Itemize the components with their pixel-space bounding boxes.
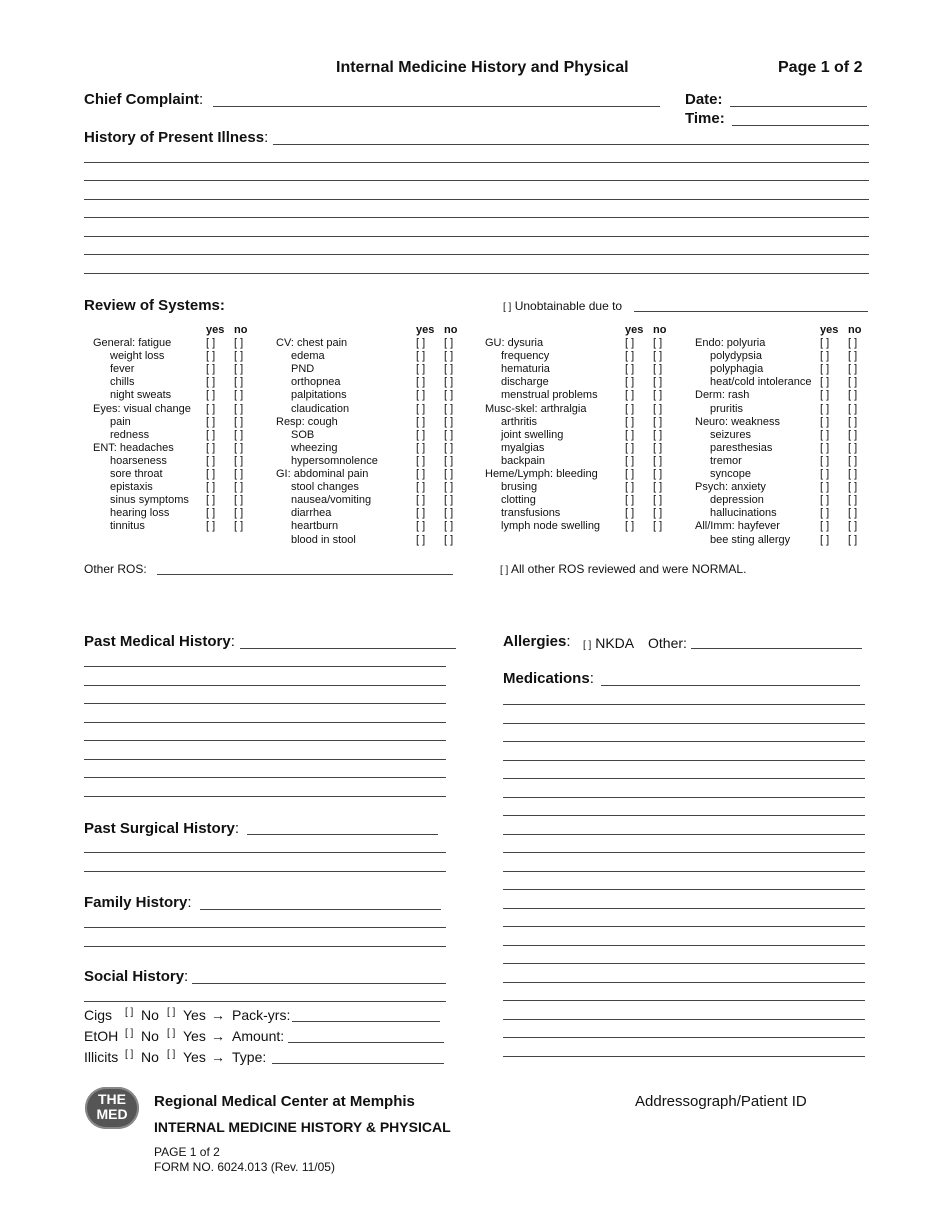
medication-line[interactable] xyxy=(503,741,865,742)
ros-item-label: lymph node swelling xyxy=(501,520,601,533)
ros-yes-header: yes xyxy=(416,324,435,336)
sh-line[interactable] xyxy=(84,1001,446,1002)
ros-item-label: Neuro: weakness xyxy=(695,415,780,428)
ros-no-checkbox[interactable]: [ ] xyxy=(234,389,244,402)
ros-item-label: Endo: polyuria xyxy=(695,337,766,349)
etoh-detail-label: Amount: xyxy=(232,1028,285,1044)
ros-yes-checkbox[interactable]: [ ] xyxy=(625,389,635,402)
ros-yes-checkbox[interactable]: [ ] xyxy=(416,441,426,454)
ros-yes-checkbox[interactable]: [ ] xyxy=(206,494,216,507)
etoh-detail-field[interactable] xyxy=(288,1042,444,1043)
ros-no-checkbox[interactable]: [ ] xyxy=(848,428,858,441)
ros-item-label: hypersomnolence xyxy=(291,454,378,467)
ros-no-checkbox[interactable]: [ ] xyxy=(848,363,858,376)
hpi-label: History of Present Illness: xyxy=(84,129,269,146)
medication-line[interactable] xyxy=(503,1056,865,1057)
ros-item-label: menstrual problems xyxy=(501,389,598,402)
ros-no-checkbox[interactable]: [ ] xyxy=(444,507,454,520)
ros-yes-checkbox[interactable]: [ ] xyxy=(820,507,830,520)
ros-no-checkbox[interactable]: [ ] xyxy=(848,454,858,467)
medication-line[interactable] xyxy=(503,1000,865,1001)
medication-line[interactable] xyxy=(503,963,865,964)
nkda-option: [ ] NKDA xyxy=(583,635,635,651)
ros-no-checkbox[interactable]: [ ] xyxy=(653,363,663,376)
ros-no-checkbox[interactable]: [ ] xyxy=(444,441,454,454)
ros-item-label: General: fatigue xyxy=(93,337,172,349)
ros-item-label: GI: abdominal pain xyxy=(276,468,369,480)
ros-yes-checkbox[interactable]: [ ] xyxy=(416,481,426,494)
ros-item-label: tinnitus xyxy=(110,520,145,533)
medication-line[interactable] xyxy=(503,852,865,853)
ros-item-label: frequency xyxy=(501,350,550,363)
ros-item-label: heartburn xyxy=(291,520,339,533)
cigs-no-checkbox[interactable]: [ ] xyxy=(125,1007,134,1018)
ros-yes-checkbox[interactable]: [ ] xyxy=(206,376,216,389)
chief-complaint-label: Chief Complaint: xyxy=(84,91,204,108)
ros-item-label: ENT: headaches xyxy=(93,441,174,454)
ros-no-checkbox[interactable]: [ ] xyxy=(444,363,454,376)
ros-item-label: depression xyxy=(710,494,764,507)
ros-item-label: weight loss xyxy=(110,350,165,363)
arrow-icon: → xyxy=(211,1028,225,1044)
cigs-no-label: No xyxy=(141,1007,159,1023)
psh-label: Past Surgical History: xyxy=(84,820,240,837)
fh-line[interactable] xyxy=(84,946,446,947)
ros-no-header: no xyxy=(848,324,862,336)
chief-complaint-field[interactable] xyxy=(213,106,660,107)
hpi-line[interactable] xyxy=(84,162,869,163)
medication-line[interactable] xyxy=(503,797,865,798)
ros-yes-checkbox[interactable]: [ ] xyxy=(820,376,830,389)
ros-yes-checkbox[interactable]: [ ] xyxy=(416,468,426,480)
ros-item-label: hematuria xyxy=(501,363,550,376)
medication-line[interactable] xyxy=(503,704,865,705)
unobtainable-reason-field[interactable] xyxy=(634,311,868,312)
ros-no-checkbox[interactable]: [ ] xyxy=(653,389,663,402)
ros-item-label: joint swelling xyxy=(501,428,564,441)
ros-item-label: seizures xyxy=(710,428,751,441)
ros-yes-checkbox[interactable]: [ ] xyxy=(416,494,426,507)
ros-no-checkbox[interactable]: [ ] xyxy=(653,481,663,494)
ros-yes-checkbox[interactable]: [ ] xyxy=(625,494,635,507)
ros-item-label: hearing loss xyxy=(110,507,170,520)
ros-no-checkbox[interactable]: [ ] xyxy=(848,533,858,546)
ros-item-label: night sweats xyxy=(110,389,172,402)
ros-item-label: backpain xyxy=(501,454,546,467)
form-title: Internal Medicine History and Physical xyxy=(336,59,629,76)
ros-yes-checkbox[interactable]: [ ] xyxy=(206,389,216,402)
ros-item-label: epistaxis xyxy=(110,481,153,494)
all-other-ros-checkbox[interactable]: [ ] xyxy=(500,565,509,576)
ros-unobtainable: [ ] Unobtainable due to xyxy=(503,299,623,313)
ros-no-checkbox[interactable]: [ ] xyxy=(444,428,454,441)
ros-yes-checkbox[interactable]: [ ] xyxy=(206,454,216,467)
hpi-line[interactable] xyxy=(84,180,869,181)
medications-label: Medications: xyxy=(503,670,594,687)
ros-no-checkbox[interactable]: [ ] xyxy=(234,454,244,467)
pmh-label: Past Medical History: xyxy=(84,633,235,650)
ros-item-label: wheezing xyxy=(291,441,338,454)
ros-item-label: PND xyxy=(291,363,315,376)
ros-yes-header: yes xyxy=(820,324,839,336)
ros-yes-checkbox[interactable]: [ ] xyxy=(625,402,635,415)
ros-no-checkbox[interactable]: [ ] xyxy=(234,441,244,454)
medication-line[interactable] xyxy=(503,982,865,983)
medication-line[interactable] xyxy=(503,889,865,890)
ros-item-label: syncope xyxy=(710,468,751,480)
ros-no-checkbox[interactable]: [ ] xyxy=(234,402,244,415)
pmh-line[interactable] xyxy=(84,777,446,778)
footer-form-title: INTERNAL MEDICINE HISTORY & PHYSICAL xyxy=(154,1119,451,1135)
ros-no-checkbox[interactable]: [ ] xyxy=(653,520,663,533)
ros-item-label: polydypsia xyxy=(710,350,762,363)
ros-item-label: hallucinations xyxy=(710,507,777,520)
ros-yes-checkbox[interactable]: [ ] xyxy=(820,533,830,546)
ros-yes-checkbox[interactable]: [ ] xyxy=(820,402,830,415)
ros-no-checkbox[interactable]: [ ] xyxy=(444,389,454,402)
ros-no-checkbox[interactable]: [ ] xyxy=(653,376,663,389)
ros-yes-checkbox[interactable]: [ ] xyxy=(820,520,830,533)
ros-yes-checkbox[interactable]: [ ] xyxy=(625,441,635,454)
ros-no-checkbox[interactable]: [ ] xyxy=(444,533,454,546)
ros-no-checkbox[interactable]: [ ] xyxy=(234,428,244,441)
ros-yes-checkbox[interactable]: [ ] xyxy=(820,494,830,507)
ros-item-label: SOB xyxy=(291,428,315,441)
ros-yes-checkbox[interactable]: [ ] xyxy=(416,428,426,441)
ros-item-label: diarrhea xyxy=(291,507,332,520)
form-number: FORM NO. 6024.013 (Rev. 11/05) xyxy=(154,1160,335,1174)
ros-yes-checkbox[interactable]: [ ] xyxy=(206,402,216,415)
ros-item-label: myalgias xyxy=(501,441,545,454)
arrow-icon: → xyxy=(211,1049,225,1065)
ros-no-checkbox[interactable]: [ ] xyxy=(234,468,244,480)
ros-no-checkbox[interactable]: [ ] xyxy=(848,402,858,415)
ros-item-label: hoarseness xyxy=(110,454,167,467)
ros-yes-header: yes xyxy=(206,324,225,336)
medication-line[interactable] xyxy=(503,760,865,761)
medication-line[interactable] xyxy=(503,1019,865,1020)
date-field[interactable] xyxy=(730,106,867,107)
ros-yes-checkbox[interactable]: [ ] xyxy=(206,481,216,494)
ros-no-checkbox[interactable]: [ ] xyxy=(653,454,663,467)
hpi-field[interactable] xyxy=(273,144,869,145)
ros-yes-checkbox[interactable]: [ ] xyxy=(820,389,830,402)
ros-yes-checkbox[interactable]: [ ] xyxy=(416,454,426,467)
illicits-yes-checkbox[interactable]: [ ] xyxy=(167,1049,176,1060)
ros-item-label: Resp: cough xyxy=(276,415,338,428)
ros-no-checkbox[interactable]: [ ] xyxy=(653,468,663,480)
allergies-other-field[interactable] xyxy=(691,648,862,649)
ros-no-checkbox[interactable]: [ ] xyxy=(234,494,244,507)
illicits-yes-label: Yes xyxy=(183,1049,206,1065)
ros-yes-checkbox[interactable]: [ ] xyxy=(416,350,426,363)
ros-title: Review of Systems: xyxy=(84,297,225,314)
ros-yes-checkbox[interactable]: [ ] xyxy=(625,415,635,428)
ros-item-label: Musc-skel: arthralgia xyxy=(485,402,587,415)
ros-yes-checkbox[interactable]: [ ] xyxy=(625,363,635,376)
ros-item-label: arthritis xyxy=(501,415,538,428)
ros-yes-checkbox[interactable]: [ ] xyxy=(625,507,635,520)
ros-item-label: bee sting allergy xyxy=(710,533,791,546)
ros-yes-checkbox[interactable]: [ ] xyxy=(625,350,635,363)
illicits-label: Illicits xyxy=(84,1049,119,1065)
ros-yes-checkbox[interactable]: [ ] xyxy=(820,454,830,467)
pmh-line[interactable] xyxy=(84,666,446,667)
nkda-checkbox[interactable]: [ ] xyxy=(583,640,592,651)
ros-no-checkbox[interactable]: [ ] xyxy=(848,441,858,454)
etoh-yes-checkbox[interactable]: [ ] xyxy=(167,1028,176,1039)
ros-yes-checkbox[interactable]: [ ] xyxy=(625,337,635,349)
ros-item-label: CV: chest pain xyxy=(276,337,348,349)
ros-yes-checkbox[interactable]: [ ] xyxy=(625,520,635,533)
ros-no-checkbox[interactable]: [ ] xyxy=(234,350,244,363)
ros-no-header: no xyxy=(234,324,248,336)
ros-no-checkbox[interactable]: [ ] xyxy=(653,337,663,349)
ros-item-label: clotting xyxy=(501,494,536,507)
ros-item-label: Eyes: visual change xyxy=(93,402,191,415)
time-field[interactable] xyxy=(732,125,869,126)
ros-item-label: polyphagia xyxy=(710,363,764,376)
date-label: Date: xyxy=(685,91,723,108)
psh-field[interactable] xyxy=(247,834,438,835)
illicits-no-label: No xyxy=(141,1049,159,1065)
ros-no-checkbox[interactable]: [ ] xyxy=(234,507,244,520)
ros-no-checkbox[interactable]: [ ] xyxy=(653,402,663,415)
ros-no-header: no xyxy=(444,324,458,336)
ros-item-label: brusing xyxy=(501,481,538,494)
time-label: Time: xyxy=(685,110,725,127)
illicits-detail-field[interactable] xyxy=(272,1063,444,1064)
ros-no-checkbox[interactable]: [ ] xyxy=(444,337,454,349)
ros-no-checkbox[interactable]: [ ] xyxy=(848,481,858,494)
ros-yes-checkbox[interactable]: [ ] xyxy=(820,481,830,494)
etoh-label: EtOH xyxy=(84,1028,119,1044)
ros-yes-checkbox[interactable]: [ ] xyxy=(416,415,426,428)
hpi-line[interactable] xyxy=(84,273,869,274)
ros-yes-header: yes xyxy=(625,324,644,336)
other-ros-field[interactable] xyxy=(157,574,453,575)
ros-item-label: palpitations xyxy=(291,389,347,402)
ros-yes-checkbox[interactable]: [ ] xyxy=(206,428,216,441)
ros-no-checkbox[interactable]: [ ] xyxy=(848,350,858,363)
ros-no-checkbox[interactable]: [ ] xyxy=(848,468,858,480)
medication-line[interactable] xyxy=(503,908,865,909)
ros-yes-checkbox[interactable]: [ ] xyxy=(625,428,635,441)
ros-item-label: tremor xyxy=(710,454,742,467)
ros-no-checkbox[interactable]: [ ] xyxy=(653,507,663,520)
ros-no-checkbox[interactable]: [ ] xyxy=(444,402,454,415)
ros-yes-checkbox[interactable]: [ ] xyxy=(820,337,830,349)
pmh-line[interactable] xyxy=(84,740,446,741)
ros-yes-checkbox[interactable]: [ ] xyxy=(206,520,216,533)
ros-yes-checkbox[interactable]: [ ] xyxy=(206,441,216,454)
ros-yes-checkbox[interactable]: [ ] xyxy=(416,376,426,389)
etoh-no-checkbox[interactable]: [ ] xyxy=(125,1028,134,1039)
hpi-line[interactable] xyxy=(84,217,869,218)
ros-item-label: paresthesias xyxy=(710,441,773,454)
ros-item-label: stool changes xyxy=(291,481,359,494)
ros-no-checkbox[interactable]: [ ] xyxy=(653,428,663,441)
ros-yes-checkbox[interactable]: [ ] xyxy=(416,520,426,533)
ros-yes-checkbox[interactable]: [ ] xyxy=(820,428,830,441)
pmh-field[interactable] xyxy=(240,648,456,649)
ros-no-checkbox[interactable]: [ ] xyxy=(234,415,244,428)
ros-item-label: claudication xyxy=(291,402,350,415)
addressograph-label: Addressograph/Patient ID xyxy=(635,1093,807,1110)
ros-item-label: discharge xyxy=(501,376,549,389)
ros-item-label: heat/cold intolerance xyxy=(710,376,812,389)
ros-yes-checkbox[interactable]: [ ] xyxy=(820,468,830,480)
pmh-line[interactable] xyxy=(84,759,446,760)
ros-no-checkbox[interactable]: [ ] xyxy=(848,337,858,349)
pmh-line[interactable] xyxy=(84,703,446,704)
medication-line[interactable] xyxy=(503,834,865,835)
medication-line[interactable] xyxy=(503,926,865,927)
cigs-yes-checkbox[interactable]: [ ] xyxy=(167,1007,176,1018)
footer-page: PAGE 1 of 2 xyxy=(154,1145,220,1159)
arrow-icon: → xyxy=(211,1007,225,1023)
ros-no-checkbox[interactable]: [ ] xyxy=(234,376,244,389)
ros-item-label: pruritis xyxy=(710,402,744,415)
ros-item-label: fever xyxy=(110,363,135,376)
ros-yes-checkbox[interactable]: [ ] xyxy=(206,363,216,376)
ros-item-label: nausea/vomiting xyxy=(291,494,372,507)
ros-yes-checkbox[interactable]: [ ] xyxy=(416,507,426,520)
org-name: Regional Medical Center at Memphis xyxy=(154,1093,415,1110)
ros-yes-checkbox[interactable]: [ ] xyxy=(820,350,830,363)
cigs-label: Cigs xyxy=(84,1007,113,1023)
cigs-detail-label: Pack-yrs: xyxy=(232,1007,291,1023)
ros-no-checkbox[interactable]: [ ] xyxy=(653,494,663,507)
ros-yes-checkbox[interactable]: [ ] xyxy=(820,441,830,454)
illicits-no-checkbox[interactable]: [ ] xyxy=(125,1049,134,1060)
ros-yes-checkbox[interactable]: [ ] xyxy=(206,415,216,428)
ros-item-label: Heme/Lymph: bleeding xyxy=(485,468,598,480)
page-indicator: Page 1 of 2 xyxy=(778,59,863,76)
hpi-line[interactable] xyxy=(84,199,869,200)
ros-item-label: chills xyxy=(110,376,135,389)
ros-item-label: edema xyxy=(291,350,325,363)
ros-no-checkbox[interactable]: [ ] xyxy=(444,468,454,480)
cigs-yes-label: Yes xyxy=(183,1007,206,1023)
ros-yes-checkbox[interactable]: [ ] xyxy=(416,337,426,349)
ros-item-label: Psych: anxiety xyxy=(695,481,766,494)
ros-item-label: Derm: rash xyxy=(695,389,750,402)
medication-line[interactable] xyxy=(503,945,865,946)
sh-field[interactable] xyxy=(192,983,446,984)
pmh-line[interactable] xyxy=(84,722,446,723)
ros-yes-checkbox[interactable]: [ ] xyxy=(820,415,830,428)
illicits-detail-label: Type: xyxy=(232,1049,267,1065)
pmh-line[interactable] xyxy=(84,685,446,686)
ros-no-checkbox[interactable]: [ ] xyxy=(234,337,244,349)
ros-no-checkbox[interactable]: [ ] xyxy=(848,376,858,389)
ros-no-checkbox[interactable]: [ ] xyxy=(444,520,454,533)
ros-item-label: sinus symptoms xyxy=(110,494,189,507)
ros-no-checkbox[interactable]: [ ] xyxy=(444,415,454,428)
all-other-ros: [ ] All other ROS reviewed and were NORMAL. xyxy=(500,562,747,576)
hpi-line[interactable] xyxy=(84,254,869,255)
pmh-line[interactable] xyxy=(84,796,446,797)
ros-no-checkbox[interactable]: [ ] xyxy=(234,481,244,494)
fh-field[interactable] xyxy=(200,909,441,910)
ros-yes-checkbox[interactable]: [ ] xyxy=(625,454,635,467)
etoh-no-label: No xyxy=(141,1028,159,1044)
ros-yes-checkbox[interactable]: [ ] xyxy=(820,363,830,376)
ros-yes-checkbox[interactable]: [ ] xyxy=(625,468,635,480)
ros-item-label: redness xyxy=(110,428,150,441)
ros-yes-checkbox[interactable]: [ ] xyxy=(625,376,635,389)
ros-yes-checkbox[interactable]: [ ] xyxy=(625,481,635,494)
ros-no-checkbox[interactable]: [ ] xyxy=(444,350,454,363)
fh-line[interactable] xyxy=(84,927,446,928)
ros-yes-checkbox[interactable]: [ ] xyxy=(206,468,216,480)
medication-line[interactable] xyxy=(503,723,865,724)
allergies-other-label: Other: xyxy=(648,635,687,651)
ros-no-checkbox[interactable]: [ ] xyxy=(848,494,858,507)
ros-item-label: All/Imm: hayfever xyxy=(695,520,780,533)
psh-line[interactable] xyxy=(84,852,446,853)
ros-no-checkbox[interactable]: [ ] xyxy=(848,389,858,402)
medication-line[interactable] xyxy=(503,1037,865,1038)
ros-item-label: transfusions xyxy=(501,507,561,520)
ros-no-checkbox[interactable]: [ ] xyxy=(444,376,454,389)
ros-yes-checkbox[interactable]: [ ] xyxy=(206,337,216,349)
ros-item-label: pain xyxy=(110,415,131,428)
fh-label: Family History: xyxy=(84,894,192,911)
ros-item-label: sore throat xyxy=(110,468,163,480)
ros-no-checkbox[interactable]: [ ] xyxy=(653,441,663,454)
unobtainable-checkbox[interactable]: [ ] xyxy=(503,302,512,313)
psh-line[interactable] xyxy=(84,871,446,872)
ros-no-checkbox[interactable]: [ ] xyxy=(848,507,858,520)
ros-no-checkbox[interactable]: [ ] xyxy=(444,494,454,507)
ros-no-checkbox[interactable]: [ ] xyxy=(444,454,454,467)
ros-item-label: orthopnea xyxy=(291,376,341,389)
ros-no-header: no xyxy=(653,324,667,336)
hpi-line[interactable] xyxy=(84,236,869,237)
ros-item-label: GU: dysuria xyxy=(485,337,544,349)
the-med-logo: THE MED xyxy=(85,1087,139,1129)
ros-no-checkbox[interactable]: [ ] xyxy=(653,415,663,428)
cigs-detail-field[interactable] xyxy=(292,1021,440,1022)
ros-yes-checkbox[interactable]: [ ] xyxy=(416,363,426,376)
ros-no-checkbox[interactable]: [ ] xyxy=(653,350,663,363)
medication-line[interactable] xyxy=(503,778,865,779)
ros-no-checkbox[interactable]: [ ] xyxy=(234,363,244,376)
medication-line[interactable] xyxy=(503,815,865,816)
ros-no-checkbox[interactable]: [ ] xyxy=(848,520,858,533)
medications-field[interactable] xyxy=(601,685,860,686)
ros-item-label: blood in stool xyxy=(291,533,356,546)
ros-no-checkbox[interactable]: [ ] xyxy=(234,520,244,533)
ros-no-checkbox[interactable]: [ ] xyxy=(444,481,454,494)
etoh-yes-label: Yes xyxy=(183,1028,206,1044)
sh-label: Social History: xyxy=(84,968,189,985)
ros-yes-checkbox[interactable]: [ ] xyxy=(206,350,216,363)
allergies-label: Allergies: xyxy=(503,633,571,650)
ros-yes-checkbox[interactable]: [ ] xyxy=(416,402,426,415)
ros-yes-checkbox[interactable]: [ ] xyxy=(416,389,426,402)
other-ros-label: Other ROS: xyxy=(84,562,147,576)
ros-no-checkbox[interactable]: [ ] xyxy=(848,415,858,428)
medication-line[interactable] xyxy=(503,871,865,872)
ros-yes-checkbox[interactable]: [ ] xyxy=(206,507,216,520)
ros-yes-checkbox[interactable]: [ ] xyxy=(416,533,426,546)
